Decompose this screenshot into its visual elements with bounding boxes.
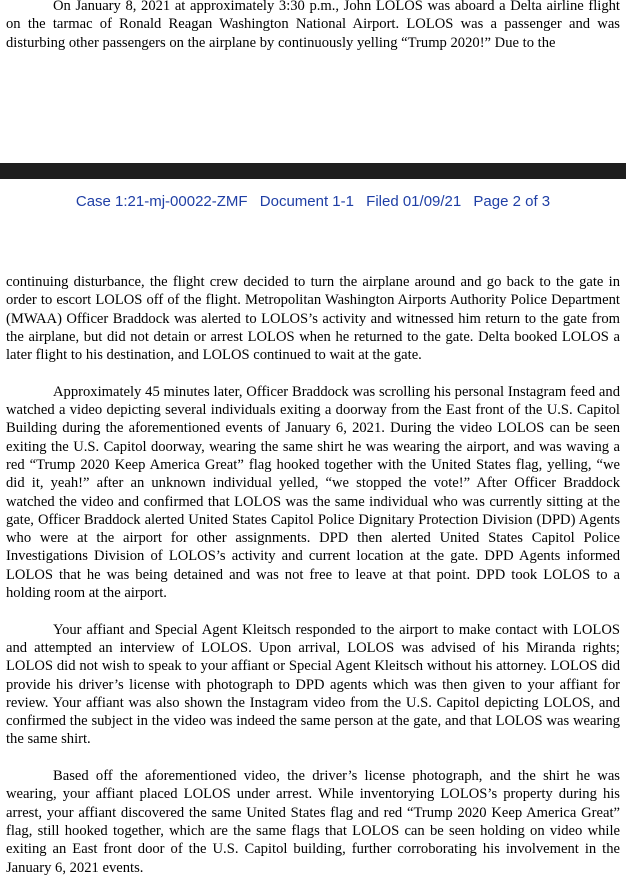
document-body: [6, 273, 620, 877]
paragraph-airport-contact: Your affiant and Special Agent Kleitsch responded to the airport to make contact with LOLOS and attempted an interview of LOLOS. Upon arrival, LOLOS was advised of his Miranda rights; LOLOS did not wish to speak to your affiant or Special Agent Kleitsch without his attorney. LOLOS did provide his driver’s license with photograph to DPD agents which was then given to your affiant for review. Your affiant was also shown the Instagram video from the U.S. Capitol depicting LOLOS, and confirmed the subject in the video was indeed the same person at the gate, and that LOLOS was wearing the same shirt.: [6, 621, 620, 748]
paragraph-instagram-video: Approximately 45 minutes later, Officer Braddock was scrolling his personal Instagram feed and watched a video depicting several individuals exiting a doorway from the East front of the U.S. Capitol Building during the aforementioned events of January 6, 2021. During the video LOLOS can be seen exiting the U.S. Capitol doorway, wearing the same shirt he was wearing the airport, and was waving a red “Trump 2020 Keep America Great” flag hooked together with the United States flag, yelling, “we did it, yeah!” after an unknown individual yelled, “we stopped the vote!” After Officer Braddock watched the video and confirmed that LOLOS was the same individual who was currently sitting at the gate, Officer Braddock alerted United States Capitol Police Dignitary Protection Division (DPD) Agents who were at the airport for other assignments. DPD then alerted United States Capitol Police Investigations Division of LOLOS’s activity and current location at the gate. DPD Agents informed LOLOS that he was being detained and was not free to leave at that point. DPD took LOLOS to a holding room at the airport.: [6, 383, 620, 602]
paragraph-continuation: continuing disturbance, the flight crew decided to turn the airplane around and go back to the gate in order to escort LOLOS off of the flight. Metropolitan Washington Airports Authority Police Department (MWAA) Officer Braddock was alerted to LOLOS’s activity and witnessed him return to the gate from the airplane, but did not detain or arrest LOLOS when he returned to the gate. Delta booked LOLOS a later flight to his destination, and LOLOS continued to wait at the gate.: [6, 274, 620, 364]
filed-date: Filed 01/09/21: [366, 193, 462, 210]
paragraph-page-top: On January 8, 2021 at approximately 3:30 p.m., John LOLOS was aboard a Delta airline flight on the tarmac of Ronald Reagan Washington National Airport. LOLOS was a passenger and was disturbing other passengers on the airplane by continuously yelling “Trump 2020!” Due to the: [6, 0, 620, 51]
case-number: Case 1:21-mj-00022-ZMF: [75, 193, 248, 210]
case-header: [0, 192, 626, 212]
paragraph-arrest: Based off the aforementioned video, the driver’s license photograph, and the shirt he was wearing, your affiant placed LOLOS under arrest. While inventorying LOLOS’s property during his arrest, your affiant discovered the same United States flag and red “Trump 2020 Keep America Great” flag, still hooked together, which are the same flags that LOLOS can be seen holding on video while exiting an East front door of the U.S. Capitol building, further corroborating his involvement in the January 6, 2021 events.: [6, 768, 620, 876]
previous-page-fragment: [0, 0, 626, 163]
document-number: Document 1-1: [259, 193, 354, 210]
page-break-divider: [0, 163, 626, 179]
page-number: Page 2 of 3: [473, 193, 551, 210]
